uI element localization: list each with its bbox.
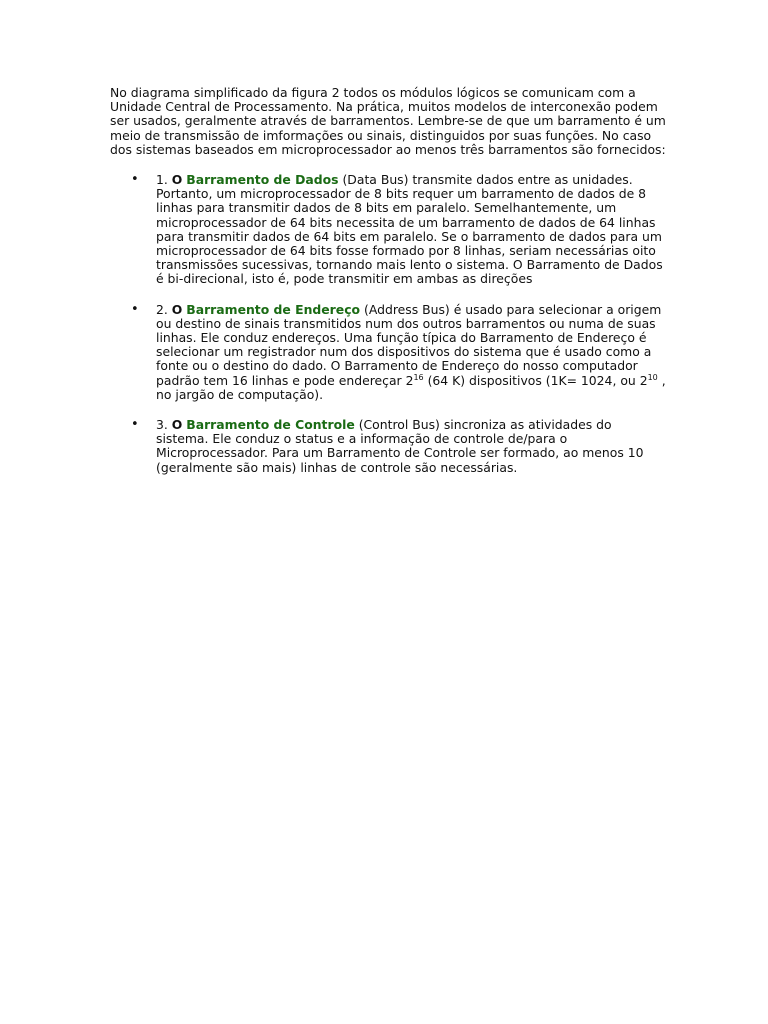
bullet-icon: • bbox=[131, 301, 139, 317]
superscript-16: 16 bbox=[413, 372, 424, 382]
bullet-icon: • bbox=[131, 172, 139, 188]
superscript-10: 10 bbox=[647, 372, 658, 382]
item-text: (Address Bus) é usado para selecionar a origem ou destino de sinais transmitidos num dos outros barramentos ou numa de suas linhas. Ele conduz endereços. Uma função típica do Barramento de Endereço é selecionar um registrador num dos dispositivos do sistema que é usado como a fonte ou o destino do dado. O Barramento de Endereço do nosso computador padrão tem 16 linhas e pode endereçar 2 bbox=[156, 301, 662, 388]
item-text-2: (64 K) dispositivos (1K= 1024, ou 2 bbox=[423, 372, 648, 388]
item-number: 3. bbox=[156, 417, 172, 433]
item-article: O bbox=[171, 172, 183, 188]
bus-list bbox=[110, 173, 666, 475]
intro-paragraph: No diagrama simplificado da figura 2 todos os módulos lógicos se comunicam com a Unidade Central de Processamento. Na prática, muitos modelos de interconexão podem ser usados, geralmente através de barramentos. Lembre-se de que um barramento é um meio de transmissão de imformações ou sinais, distinguidos por suas funções. No caso dos sistemas baseados em microprocessador ao menos três barramentos são fornecidos: bbox=[110, 85, 666, 157]
list-item-data-bus bbox=[110, 173, 666, 287]
list-item-control-bus bbox=[110, 418, 666, 475]
item-number: 2. bbox=[156, 301, 172, 317]
item-article: O bbox=[171, 417, 183, 433]
term-data-bus: Barramento de Dados bbox=[186, 172, 339, 188]
bullet-icon: • bbox=[131, 417, 139, 433]
item-text: (Control Bus) sincroniza as atividades do sistema. Ele conduz o status e a informação de controle de/para o Microprocessador. Para um Barramento de Controle ser formado, ao menos 10 (geralmente são mais) linhas de controle são necessárias. bbox=[156, 417, 644, 475]
list-item-address-bus bbox=[110, 303, 666, 402]
document-page bbox=[110, 86, 666, 491]
item-article: O bbox=[171, 301, 183, 317]
item-text-3: , no jargão de computação). bbox=[156, 372, 666, 402]
term-address-bus: Barramento de Endereço bbox=[186, 301, 361, 317]
item-number: 1. bbox=[156, 172, 172, 188]
term-control-bus: Barramento de Controle bbox=[186, 417, 355, 433]
item-text: (Data Bus) transmite dados entre as unidades. Portanto, um microprocessador de 8 bits requer um barramento de dados de 8 linhas para transmitir dados de 8 bits em paralelo. Semelhantemente, um microprocessador de 64 bits necessita de um barramento de dados de 64 linhas para transmitir dados de 64 bits em paralelo. Se o barramento de dados para um microprocessador de 64 bits fosse formado por 8 linhas, seriam necessárias oito transmissões sucessivas, tornando mais lento o sistema. O Barramento de Dados é bi-direcional, isto é, pode transmitir em ambas as direções bbox=[156, 172, 663, 287]
